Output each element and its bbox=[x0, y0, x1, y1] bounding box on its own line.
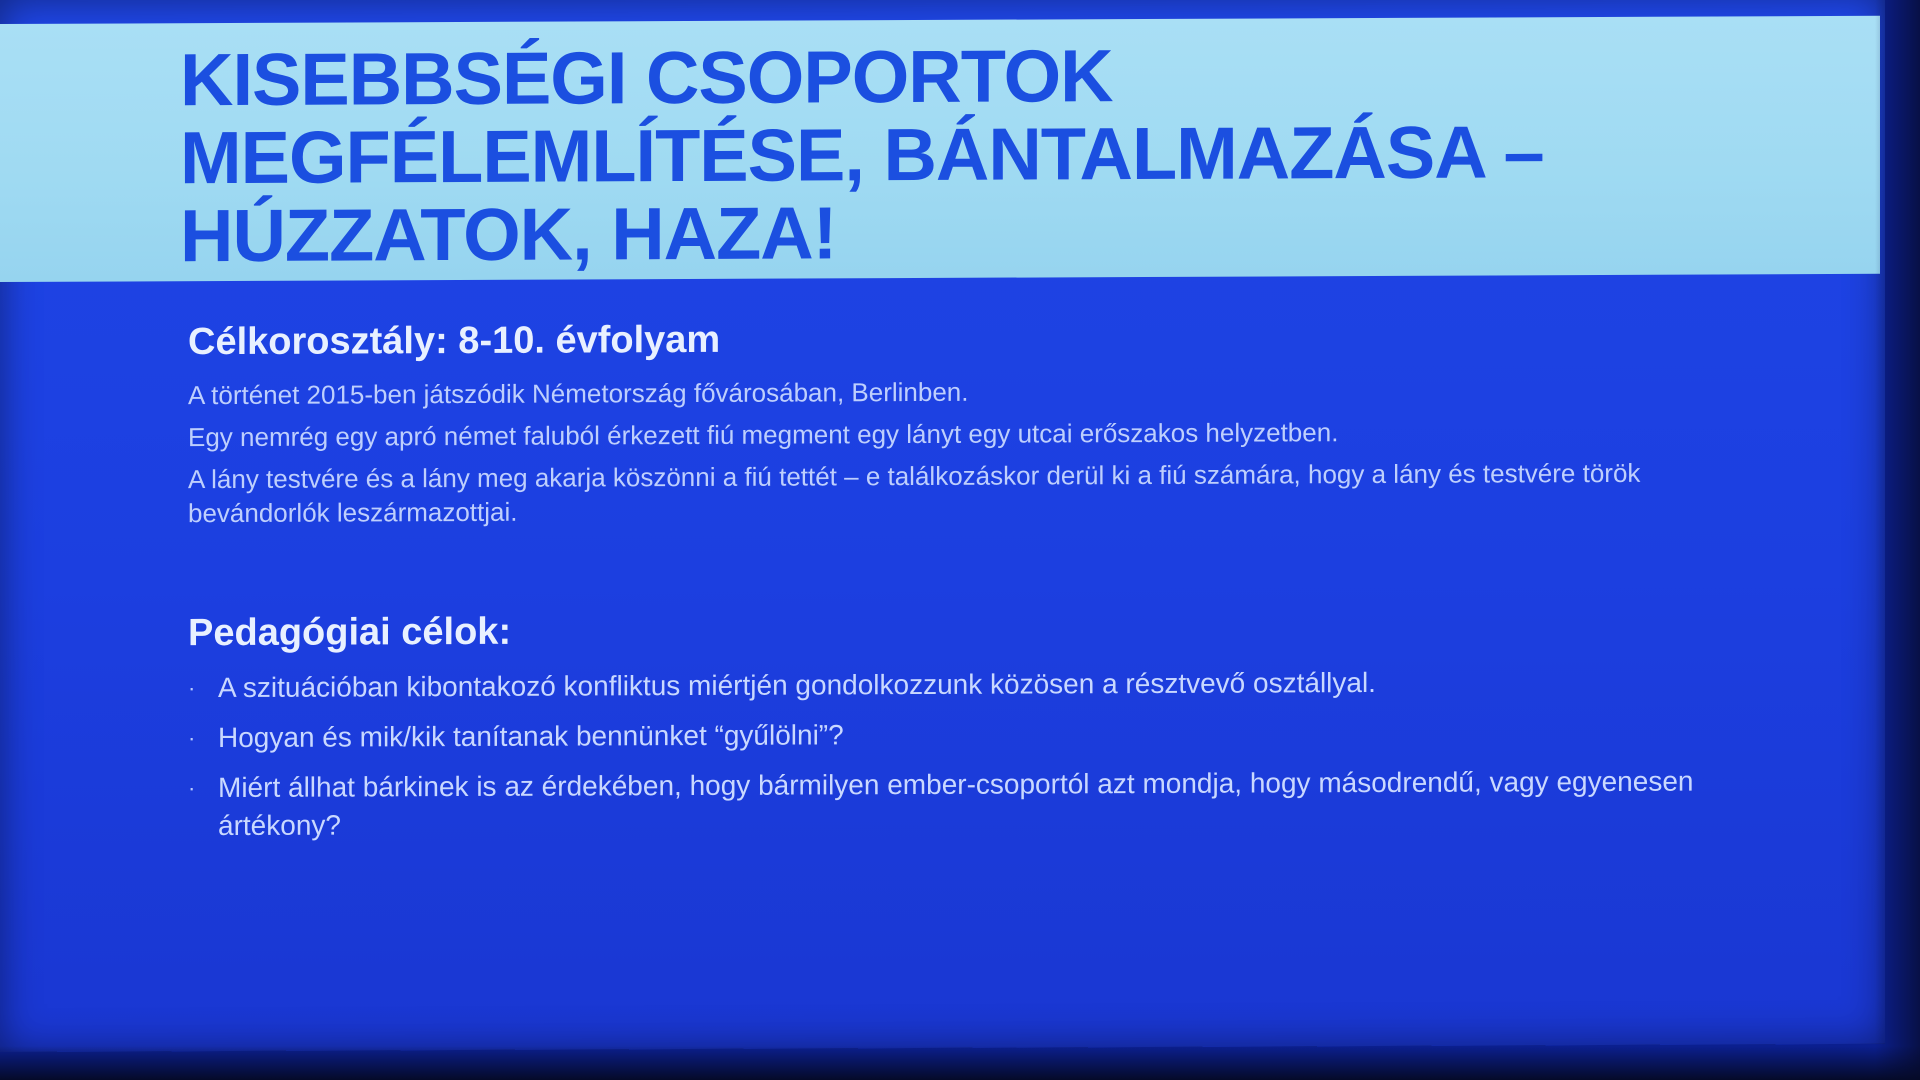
goal-list-item bbox=[188, 763, 1708, 846]
goal-text: A szituációban kibontakozó konfliktus miértjén gondolkozzunk közösen a résztvevő osztállyal. bbox=[218, 666, 1376, 704]
story-paragraph: A lány testvére és a lány meg akarja köszönni a fiú tettét – e találkozáskor derül ki a fiú számára, hogy a lány és testvére török bevándorlók leszármazottjai. bbox=[188, 457, 1641, 529]
target-age-heading: Célkorosztály: 8-10. évfolyam bbox=[188, 318, 721, 364]
story-paragraph: A történet 2015-ben játszódik Németország fővárosában, Berlinben. bbox=[188, 376, 969, 411]
screen-edge-shadow bbox=[1875, 0, 1920, 1080]
goal-text: Miért állhat bárkinek is az érdekében, hogy bármilyen ember-csoportól azt mondja, hogy másodrendű, vagy egyenesen ártékony? bbox=[218, 765, 1694, 842]
goal-list-item bbox=[188, 663, 1708, 708]
goal-list-item bbox=[188, 713, 1708, 758]
pedagogical-goals-heading: Pedagógiai célok: bbox=[188, 610, 512, 655]
slide-title: KISEBBSÉGI CSOPORTOK MEGFÉLEMLÍTÉSE, BÁNTALMAZÁSA – HÚZZATOK, HAZA! bbox=[180, 34, 1544, 278]
bullet-icon: · bbox=[188, 675, 196, 701]
slide-body bbox=[188, 315, 1708, 858]
bullet-icon: · bbox=[188, 775, 196, 801]
story-paragraph: Egy nemrég egy apró német faluból érkezett fiú megment egy lányt egy utcai erőszakos helyzetben. bbox=[188, 417, 1339, 453]
screen-bottom-shadow bbox=[0, 1046, 1920, 1080]
goals-list bbox=[188, 663, 1708, 846]
section-spacer bbox=[188, 532, 1708, 613]
goal-text: Hogyan és mik/kik tanítanak bennünket “gyűlölni”? bbox=[218, 719, 844, 754]
bullet-icon: · bbox=[188, 725, 196, 751]
